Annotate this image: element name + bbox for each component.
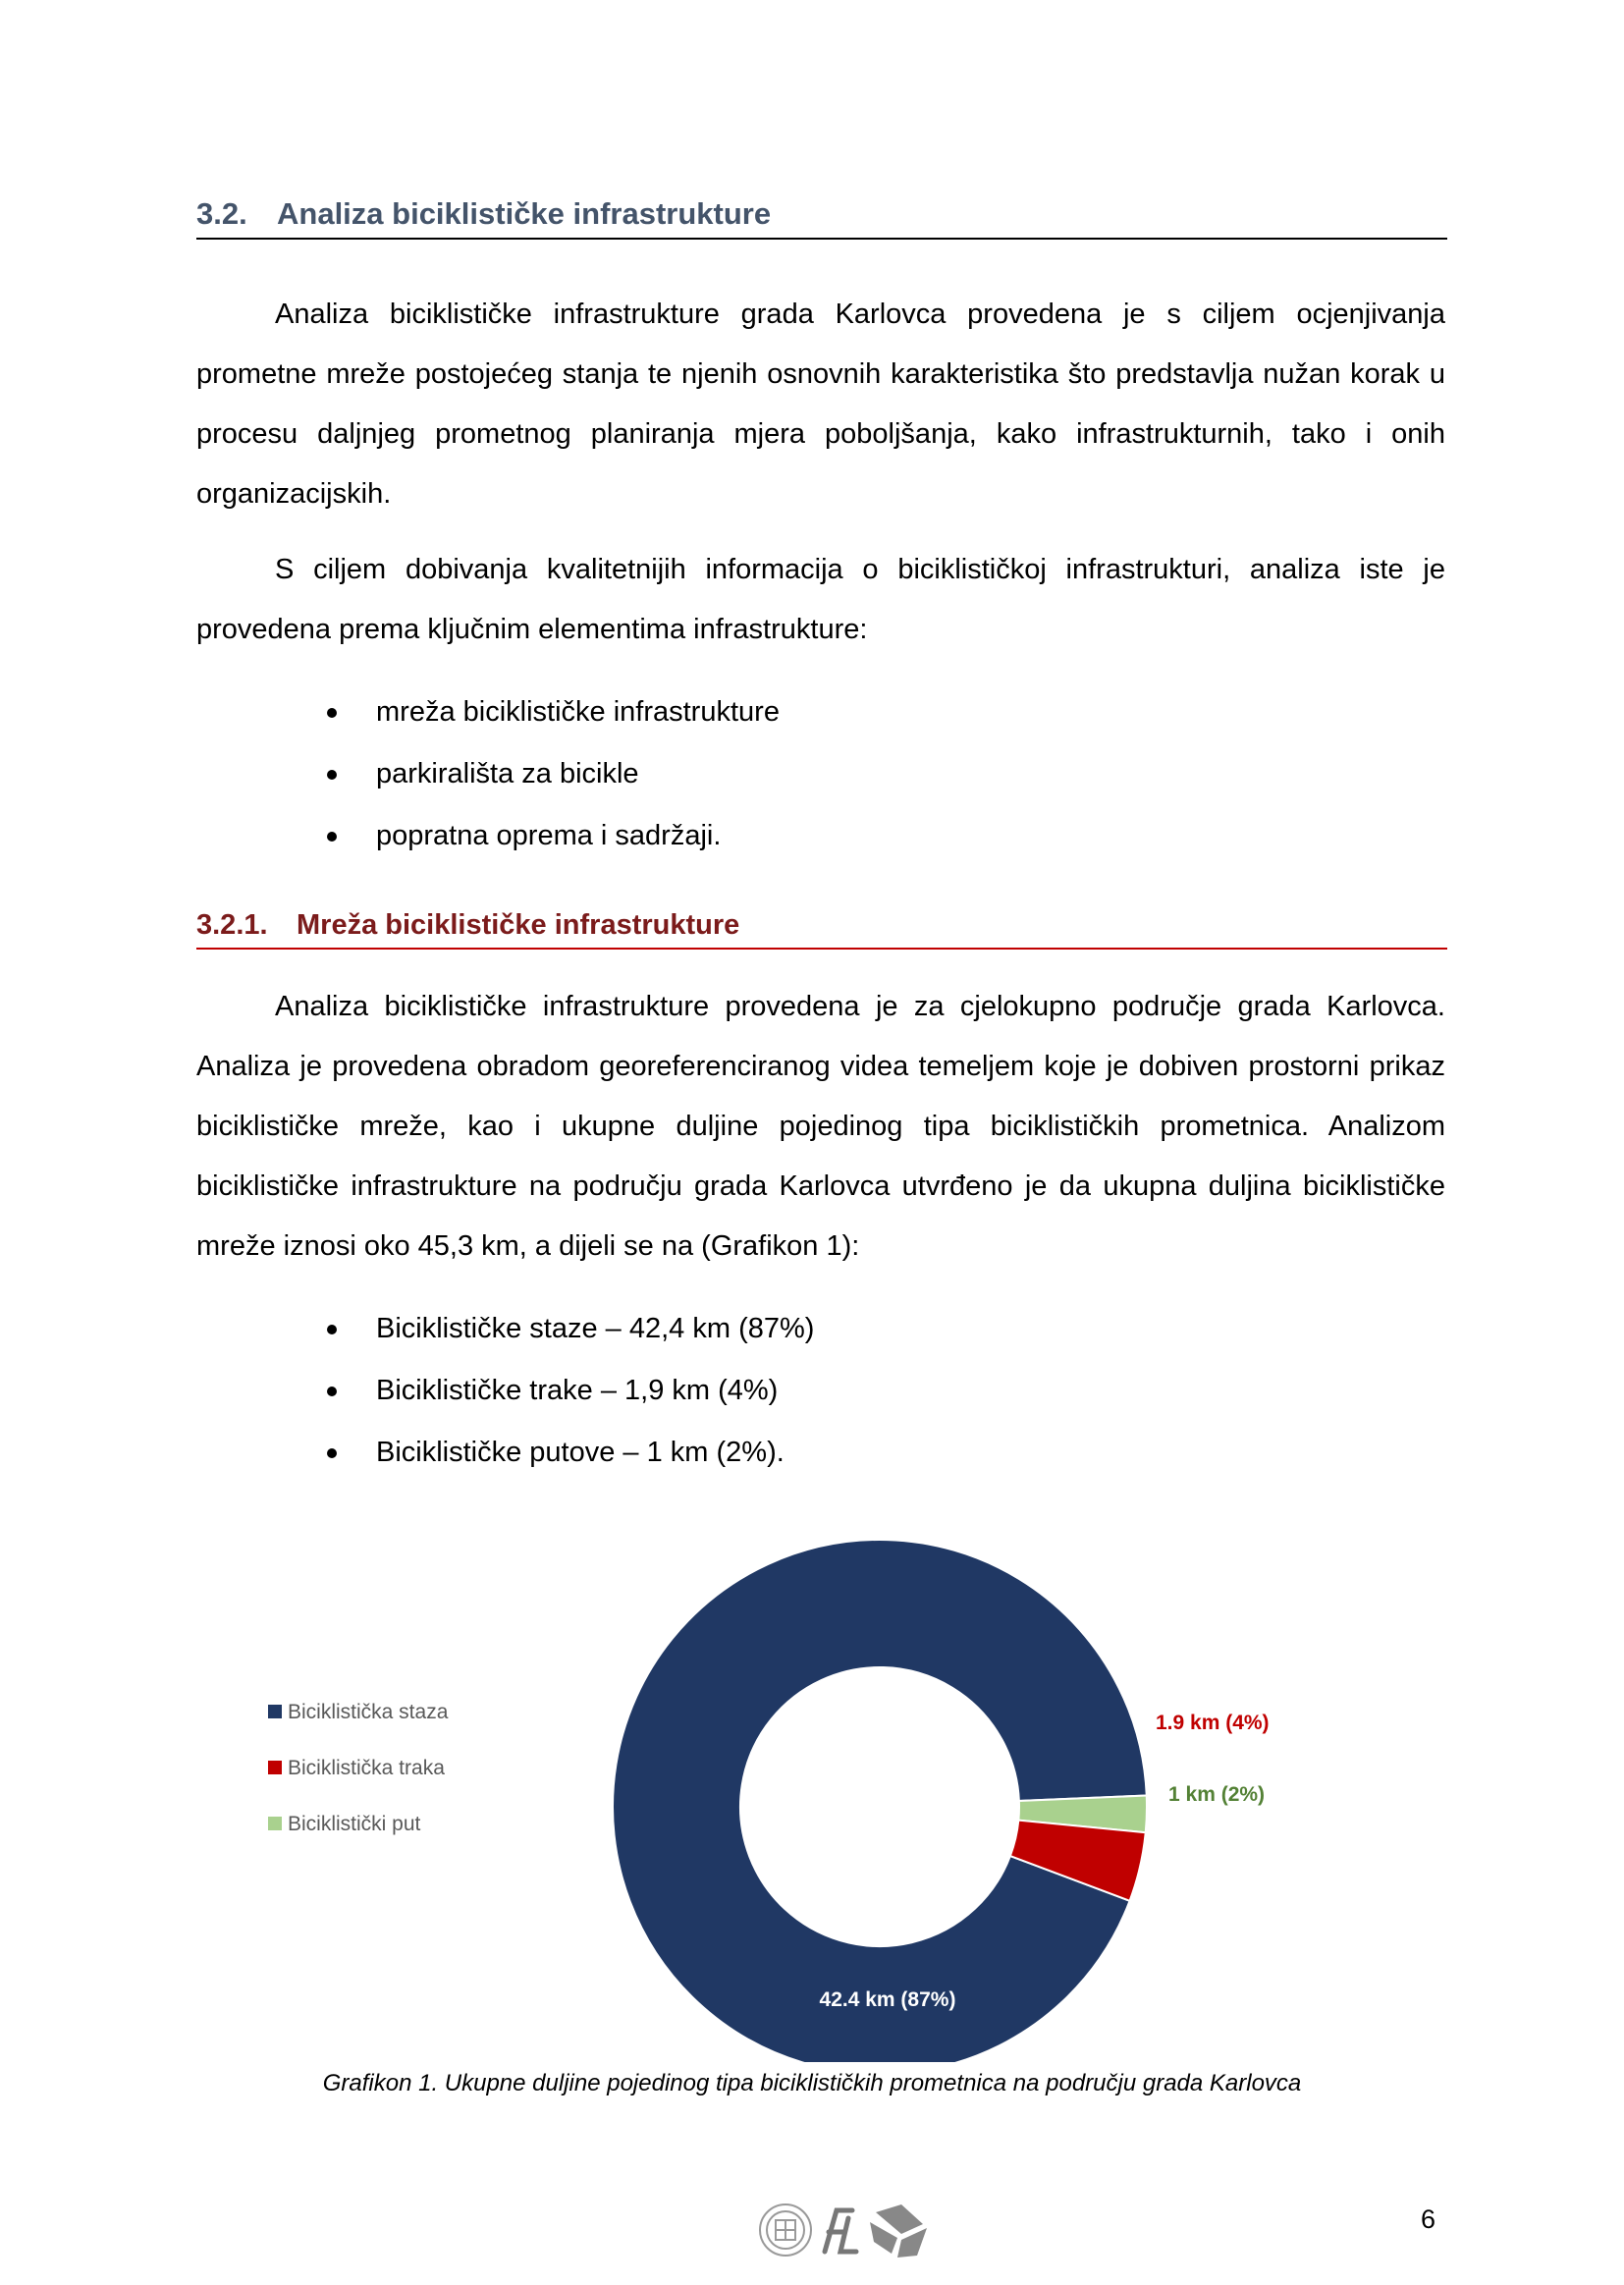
- chart-data-label-2: 1 km (2%): [1168, 1783, 1266, 1806]
- list-item: popratna oprema i sadržaji.: [196, 805, 780, 867]
- chart-data-label-0: 42.4 km (87%): [819, 1988, 956, 2011]
- list-item: parkirališta za bicikle: [196, 743, 780, 805]
- bullet-icon: [327, 770, 337, 780]
- list-item: Biciklističke putove – 1 km (2%).: [196, 1422, 814, 1484]
- page-number: 6: [1421, 2204, 1436, 2234]
- infrastructure-elements-list: [196, 681, 780, 867]
- university-seal-icon: [760, 2204, 811, 2256]
- legend-swatch-0: [268, 1705, 282, 1718]
- bullet-icon: [327, 708, 337, 718]
- bullet-icon: [327, 1448, 337, 1458]
- network-types-list: [196, 1298, 814, 1484]
- chart-caption: Grafikon 1. Ukupne duljine pojedinog tipa biciklističkih prometnica na području grada Karlovca: [322, 2070, 1302, 2096]
- footer-logos: [754, 2195, 941, 2263]
- subsection-title: Mreža biciklističke infrastrukture: [297, 909, 740, 941]
- bullet-icon: [327, 832, 337, 842]
- section-number: 3.2.: [196, 196, 247, 231]
- subsection-heading: [196, 909, 1447, 950]
- list-item: mreža biciklističke infrastrukture: [196, 681, 780, 743]
- section-heading: [196, 196, 1447, 240]
- bullet-icon: [327, 1325, 337, 1334]
- legend-label-2: Biciklistički put: [288, 1813, 421, 1835]
- paragraph-intro: Analiza biciklističke infrastrukture grada Karlovca provedena je s ciljem ocjenjivanja prometne mreže postojećeg stanja te njenih osnovnih karakteristika što predstavlja nužan korak u procesu daljnjeg prometnog planiranja mjera poboljšanja, kako infrastrukturnih, tako i onih organizacijskih.: [196, 299, 1445, 510]
- institute-logo-icon: [870, 2204, 927, 2258]
- chart-data-label-1: 1.9 km (4%): [1156, 1712, 1270, 1734]
- paragraph-network: Analiza biciklističke infrastrukture provedena je za cjelokupno područje grada Karlovca. Analiza je provedena obradom georeferenciranog videa temeljem koje je dobiven prostorni prikaz biciklističke mreže, kao i ukupne duljine pojedinog tipa biciklističkih prometnica. Analizom biciklističke infrastrukture na području grada Karlovca utvrđeno je da ukupna duljina biciklističke mreže iznosi oko 45,3 km, a dijeli se na (Grafikon 1):: [196, 991, 1445, 1262]
- bullet-icon: [327, 1387, 337, 1396]
- subsection-number: 3.2.1.: [196, 909, 268, 941]
- section-title: Analiza biciklističke infrastrukture: [277, 196, 772, 231]
- legend-label-1: Biciklistička traka: [288, 1757, 445, 1779]
- legend-label-0: Biciklistička staza: [288, 1701, 449, 1723]
- faculty-logo-icon: [825, 2210, 856, 2252]
- doughnut-chart: [0, 1502, 1624, 2062]
- legend-swatch-1: [268, 1761, 282, 1774]
- list-item: Biciklističke staze – 42,4 km (87%): [196, 1298, 814, 1360]
- list-item: Biciklističke trake – 1,9 km (4%): [196, 1360, 814, 1422]
- paragraph-elements: S ciljem dobivanja kvalitetnijih informacija o biciklističkoj infrastrukturi, analiza iste je provedena prema ključnim elementima infrastrukture:: [196, 554, 1445, 645]
- legend-swatch-2: [268, 1817, 282, 1830]
